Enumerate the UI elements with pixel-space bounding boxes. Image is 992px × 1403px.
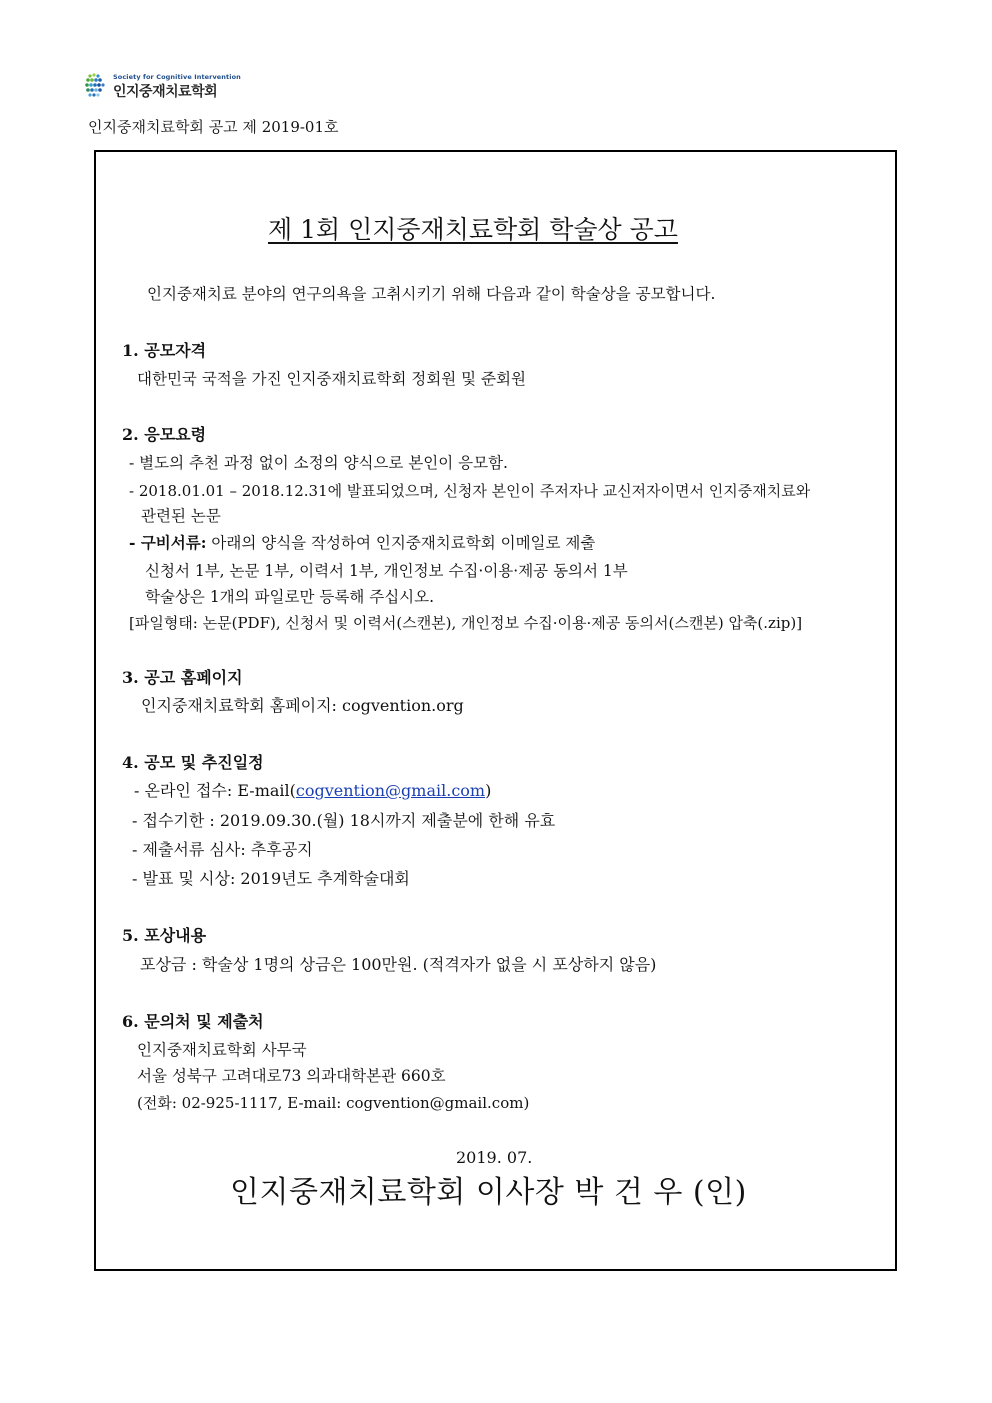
section-2-heading: 2. 응모요령 [122,425,207,444]
section-4-heading: 4. 공모 및 추진일정 [122,753,264,772]
section-2-file-format: [파일형태: 논문(PDF), 신청서 및 이력서(스캔본), 개인정보 수집·이용·제공 동의서(스캔본) 압축(.zip)] [129,614,803,632]
section-4-online-line [134,781,491,801]
section-2-line: - 별도의 추천 과정 없이 소정의 양식으로 본인이 응모함. [129,454,508,472]
section-2-line: 관련된 논문 [141,507,221,525]
intro-text: 인지중재치료 분야의 연구의욕을 고취시키기 위해 다음과 같이 학술상을 공모합니다. [147,285,716,303]
logo-dots-icon [84,72,108,100]
issue-date: 2019. 07. [456,1148,533,1167]
section-3-line: 인지중재치료학회 홈페이지: cogvention.org [141,696,464,715]
documents-text: 아래의 양식을 작성하여 인지중재치료학회 이메일로 제출 [206,534,596,552]
section-2-line: - 2018.01.01 – 2018.12.31에 발표되었으며, 신청자 본인이 주저자나 교신저자이면서 인지중재치료와 [129,482,811,500]
section-1-line: 대한민국 국적을 가진 인지중재치료학회 정회원 및 준회원 [137,370,526,388]
documents-label: - 구비서류: [129,533,207,552]
section-4-line: - 발표 및 시상: 2019년도 추계학술대회 [132,869,410,888]
logo-english-name: Society for Cognitive Intervention [113,73,241,81]
section-2-line: 학술상은 1개의 파일로만 등록해 주십시오. [145,588,435,606]
page-title: 제 1회 인지중재치료학회 학술상 공고 [268,215,678,244]
section-2-line: 신청서 1부, 논문 1부, 이력서 1부, 개인정보 수집·이용·제공 동의서 1부 [145,562,628,580]
section-6-line: 인지중재치료학회 사무국 [137,1041,307,1059]
notice-number: 인지중재치료학회 공고 제 2019-01호 [88,118,339,136]
section-6-line: (전화: 02-925-1117, E-mail: cogvention@gmail.com) [137,1094,530,1112]
section-5-line: 포상금 : 학술상 1명의 상금은 100만원. (적격자가 없을 시 포상하지 않음) [140,955,657,974]
section-6-heading: 6. 문의처 및 제출처 [122,1012,264,1031]
section-3-heading: 3. 공고 홈페이지 [122,668,243,687]
section-2-documents-line [129,533,595,553]
signature: 인지중재치료학회 이사장 박 건 우 (인) [230,1175,747,1210]
email-link[interactable]: cogvention@gmail.com [295,781,486,800]
online-prefix: - 온라인 접수: E-mail( [134,781,296,800]
section-4-line: - 접수기한 : 2019.09.30.(월) 18시까지 제출분에 한해 유효 [132,811,556,830]
logo-korean-name: 인지중재치료학회 [113,84,218,100]
online-suffix: ) [485,781,492,800]
section-6-line: 서울 성북구 고려대로73 의과대학본관 660호 [137,1067,446,1085]
section-1-heading: 1. 공모자격 [122,341,207,360]
section-5-heading: 5. 포상내용 [122,926,207,945]
section-4-line: - 제출서류 심사: 추후공지 [132,840,313,859]
